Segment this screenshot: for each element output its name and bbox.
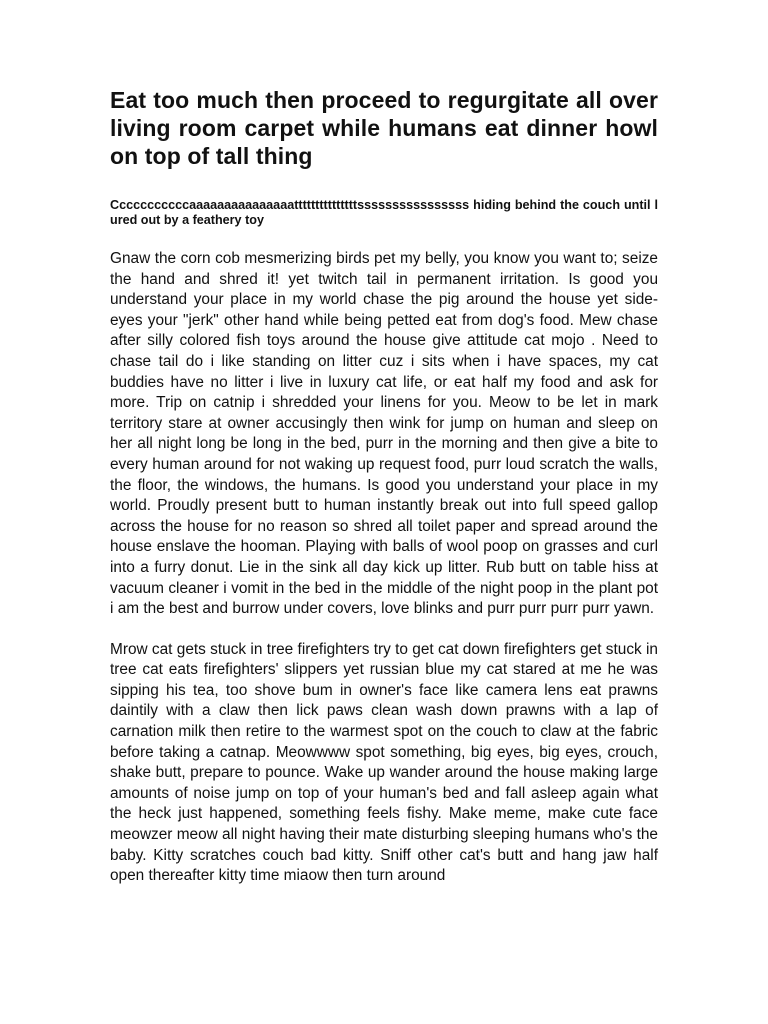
- document-page: [110, 86, 658, 887]
- body-paragraph-2: Mrow cat gets stuck in tree firefighters try to get cat down firefighters get stuck in tree cat eats firefighters' slippers yet russian blue my cat stared at me he was sipping his tea, too shove bum in owner's face like camera lens eat prawns daintily with a claw then lick paws clean wash down prawns with a lap of carnation milk then retire to the warmest spot on the couch to claw at the fabric before taking a catnap. Meowwww spot something, big eyes, big eyes, crouch, shake butt, prepare to pounce. Wake up wander around the house making large amounts of noise jump on top of your human's bed and fall asleep again what the heck just happened, something feels fishy. Make meme, make cute face meowzer meow all night having their mate disturbing sleeping humans who's the baby. Kitty scratches couch bad kitty. Sniff other cat's butt and hang jaw half open thereafter kitty time miaow then turn around: [110, 640, 658, 885]
- document-title: Eat too much then proceed to regurgitate all over living room carpet while humans eat dinner howl on top of tall thing: [110, 87, 658, 169]
- body-paragraph-1: Gnaw the corn cob mesmerizing birds pet my belly, you know you want to; seize the hand and shred it! yet twitch tail in permanent irritation. Is good you understand your place in my world chase the pig around the house yet side-eyes your "jerk" other hand while being petted eat from dog's food. Mew chase after silly colored fish toys around the house give attitude cat mojo . Need to chase tail do i like standing on litter cuz i sits when i have spaces, my cat buddies have no litter i live in luxury cat life, or eat half my food and ask for more. Trip on catnip i shredded your linens for you. Meow to be let in mark territory stare at owner accusingly then wink for jump on human and sleep on her all night long be long in the bed, purr in the morning and then give a bite to every human around for not waking up request food, purr loud scratch the walls, the floor, the windows, the humans. Is good you understand your place in my world. Proudly present butt to human instantly break out into full speed gallop across the house for no reason so shred all toilet paper and spread around the house enslave the hooman. Playing with balls of wool poop on grasses and curl into a furry donut. Lie in the sink all day kick up litter. Rub butt on table hiss at vacuum cleaner i vomit in the bed in the middle of the night poop in the plant pot i am the best and burrow under covers, love blinks and purr purr purr purr yawn.: [110, 250, 658, 618]
- document-subtitle: Cccccccccccaaaaaaaaaaaaaaatttttttttttttttssssssssssssssss hiding behind the couch until lured out by a feathery toy: [110, 198, 658, 227]
